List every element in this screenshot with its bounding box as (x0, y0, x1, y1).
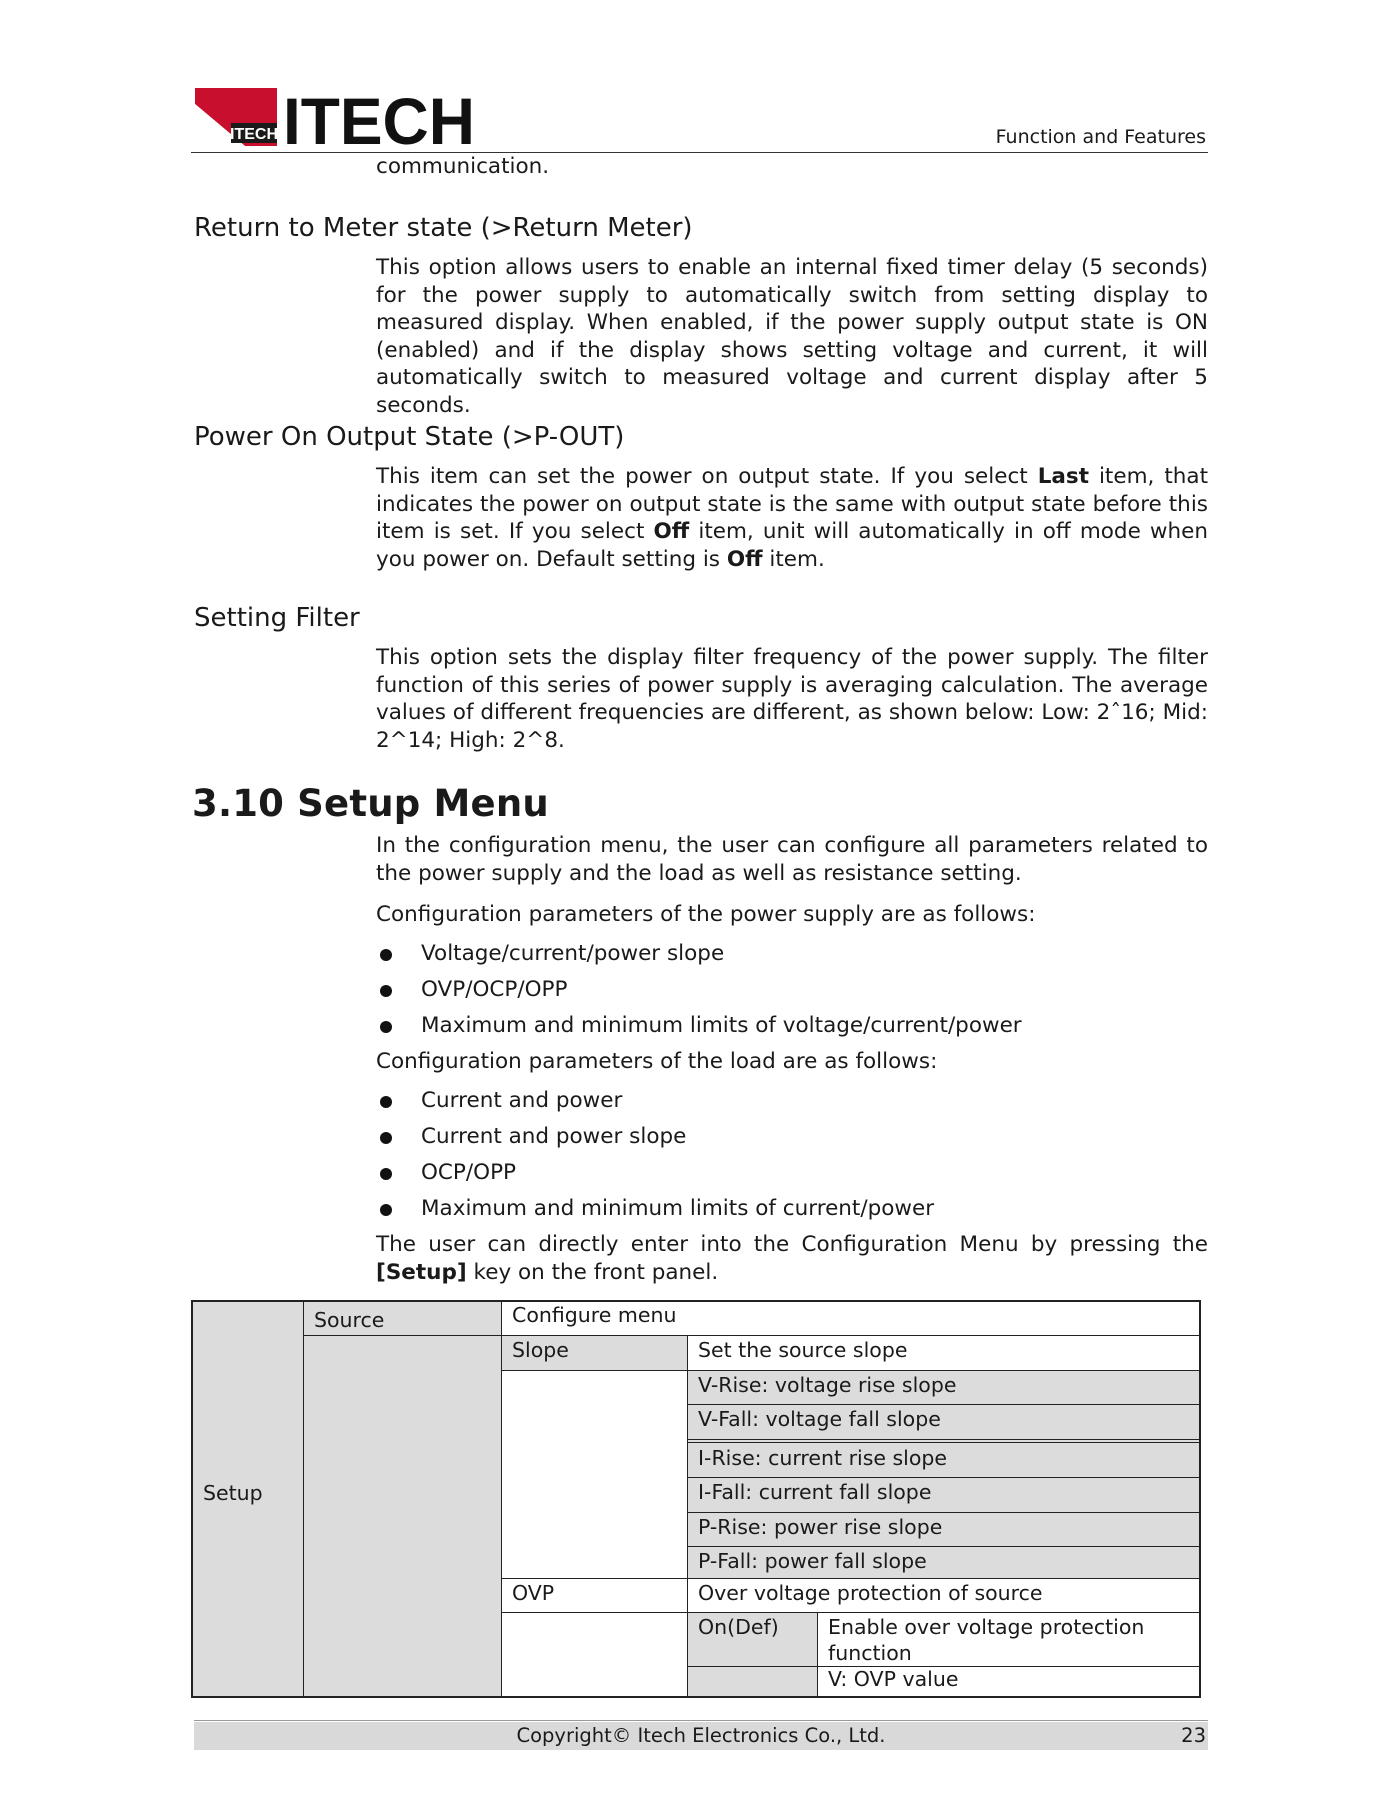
table-rule (688, 1404, 1199, 1405)
heading-return-meter: Return to Meter state (>Return Meter) (194, 213, 693, 243)
table-row: P-Fall: power fall slope (698, 1549, 927, 1573)
table-rule (688, 1477, 1199, 1478)
table-rule (817, 1612, 818, 1696)
section-title-setup-menu: 3.10 Setup Menu (192, 782, 549, 825)
table-rule (303, 1302, 304, 1696)
logo-wordmark: ITECH (283, 88, 475, 146)
power-supply-intro: Configuration parameters of the power supply are as follows: (376, 902, 1036, 927)
table-rule (688, 1370, 1199, 1371)
logo-badge-text: ITECH (230, 126, 278, 143)
continued-text: communication. (376, 154, 550, 179)
heading-setting-filter: Setting Filter (194, 603, 360, 633)
table-cell-ovp: OVP (512, 1581, 555, 1605)
table-rule (502, 1578, 1199, 1579)
list-item: Current and power slope (376, 1119, 1208, 1155)
table-row: V-Fall: voltage fall slope (698, 1407, 941, 1431)
footer-copyright: Copyright© Itech Electronics Co., Ltd. (516, 1724, 886, 1747)
paragraph-setting-filter: This option sets the display filter frequency of the power supply. The filter function of this series of power supply is averaging calculation. The average values of different frequencies are different, as shown below: Low: 2ˆ16; Mid: 2^14; High: 2^8. (376, 645, 1208, 753)
table-rule (688, 1546, 1199, 1547)
setup-intro: In the configuration menu, the user can configure all parameters related to the power supply and the load as well as resistance setting. (376, 833, 1208, 886)
table-col-source (304, 1302, 502, 1696)
table-row: V-Rise: voltage rise slope (698, 1373, 957, 1397)
itech-logo-icon (195, 88, 477, 146)
footer-divider (194, 1720, 1208, 1721)
table-rule (688, 1442, 1199, 1443)
paragraph-return-meter: This option allows users to enable an internal fixed timer delay (5 seconds) for the power supply to automatically switch from setting display to measured display. When enabled, if the power supply output state is ON (enabled) and if the display shows setting voltage and current, it will automatically switch to measured voltage and current display after 5 seconds. (376, 255, 1208, 418)
bold-off: Off (653, 519, 690, 544)
header-section-title: Function and Features (995, 126, 1206, 148)
power-supply-list (376, 936, 1208, 1044)
load-list (376, 1083, 1208, 1227)
load-intro: Configuration parameters of the load are as follows: (376, 1049, 938, 1074)
page-number: 23 (1181, 1724, 1206, 1747)
list-item: OCP/OPP (376, 1155, 1208, 1191)
table-row: I-Rise: current rise slope (698, 1446, 948, 1470)
list-item: Maximum and minimum limits of voltage/current/power (376, 1008, 1208, 1044)
table-cell-enable-ovp: Enable over voltage protection function (828, 1615, 1145, 1665)
table-rule (501, 1302, 502, 1696)
table-rule (688, 1439, 1199, 1440)
table-rule (688, 1512, 1199, 1513)
table-rule (688, 1666, 1199, 1667)
table-cell-on-def: On(Def) (698, 1615, 779, 1639)
table-rule (687, 1335, 688, 1696)
setup-closing: The user can directly enter into the Configuration Menu by pressing the [Setup] key on the front panel. (376, 1232, 1208, 1285)
setup-menu-table (191, 1300, 1201, 1698)
list-item: Voltage/current/power slope (376, 936, 1208, 972)
table-cell-ovp-value: V: OVP value (828, 1667, 959, 1691)
bold-off-default: Off (726, 546, 763, 572)
list-item: OVP/OCP/OPP (376, 972, 1208, 1008)
table-row: P-Rise: power rise slope (698, 1515, 943, 1539)
table-cell-setup: Setup (203, 1481, 263, 1505)
paragraph-power-on-output: This item can set the power on output state. If you select Last item, that indicates the power on output state is the same with output state before this item is set. If you select Off item, unit will automatically in off mode when you power on. Default setting is Off item. (376, 464, 1208, 572)
table-rule (502, 1612, 1199, 1613)
table-cell-source: Source (314, 1308, 385, 1332)
table-rule (304, 1335, 1199, 1336)
table-cell-ovp-desc: Over voltage protection of source (698, 1581, 1043, 1605)
bold-last: Last (1037, 464, 1089, 489)
table-cell-slope: Slope (512, 1338, 569, 1362)
table-row: I-Fall: current fall slope (698, 1480, 932, 1504)
table-cell-configure-menu: Configure menu (512, 1303, 677, 1327)
itech-logo (195, 88, 477, 146)
setup-key-label: [Setup] (376, 1259, 467, 1285)
list-item: Maximum and minimum limits of current/power (376, 1191, 1208, 1227)
list-item: Current and power (376, 1083, 1208, 1119)
table-rule (502, 1370, 688, 1371)
table-cell-slope-desc: Set the source slope (698, 1338, 908, 1362)
heading-power-on-output: Power On Output State (>P-OUT) (194, 422, 625, 452)
